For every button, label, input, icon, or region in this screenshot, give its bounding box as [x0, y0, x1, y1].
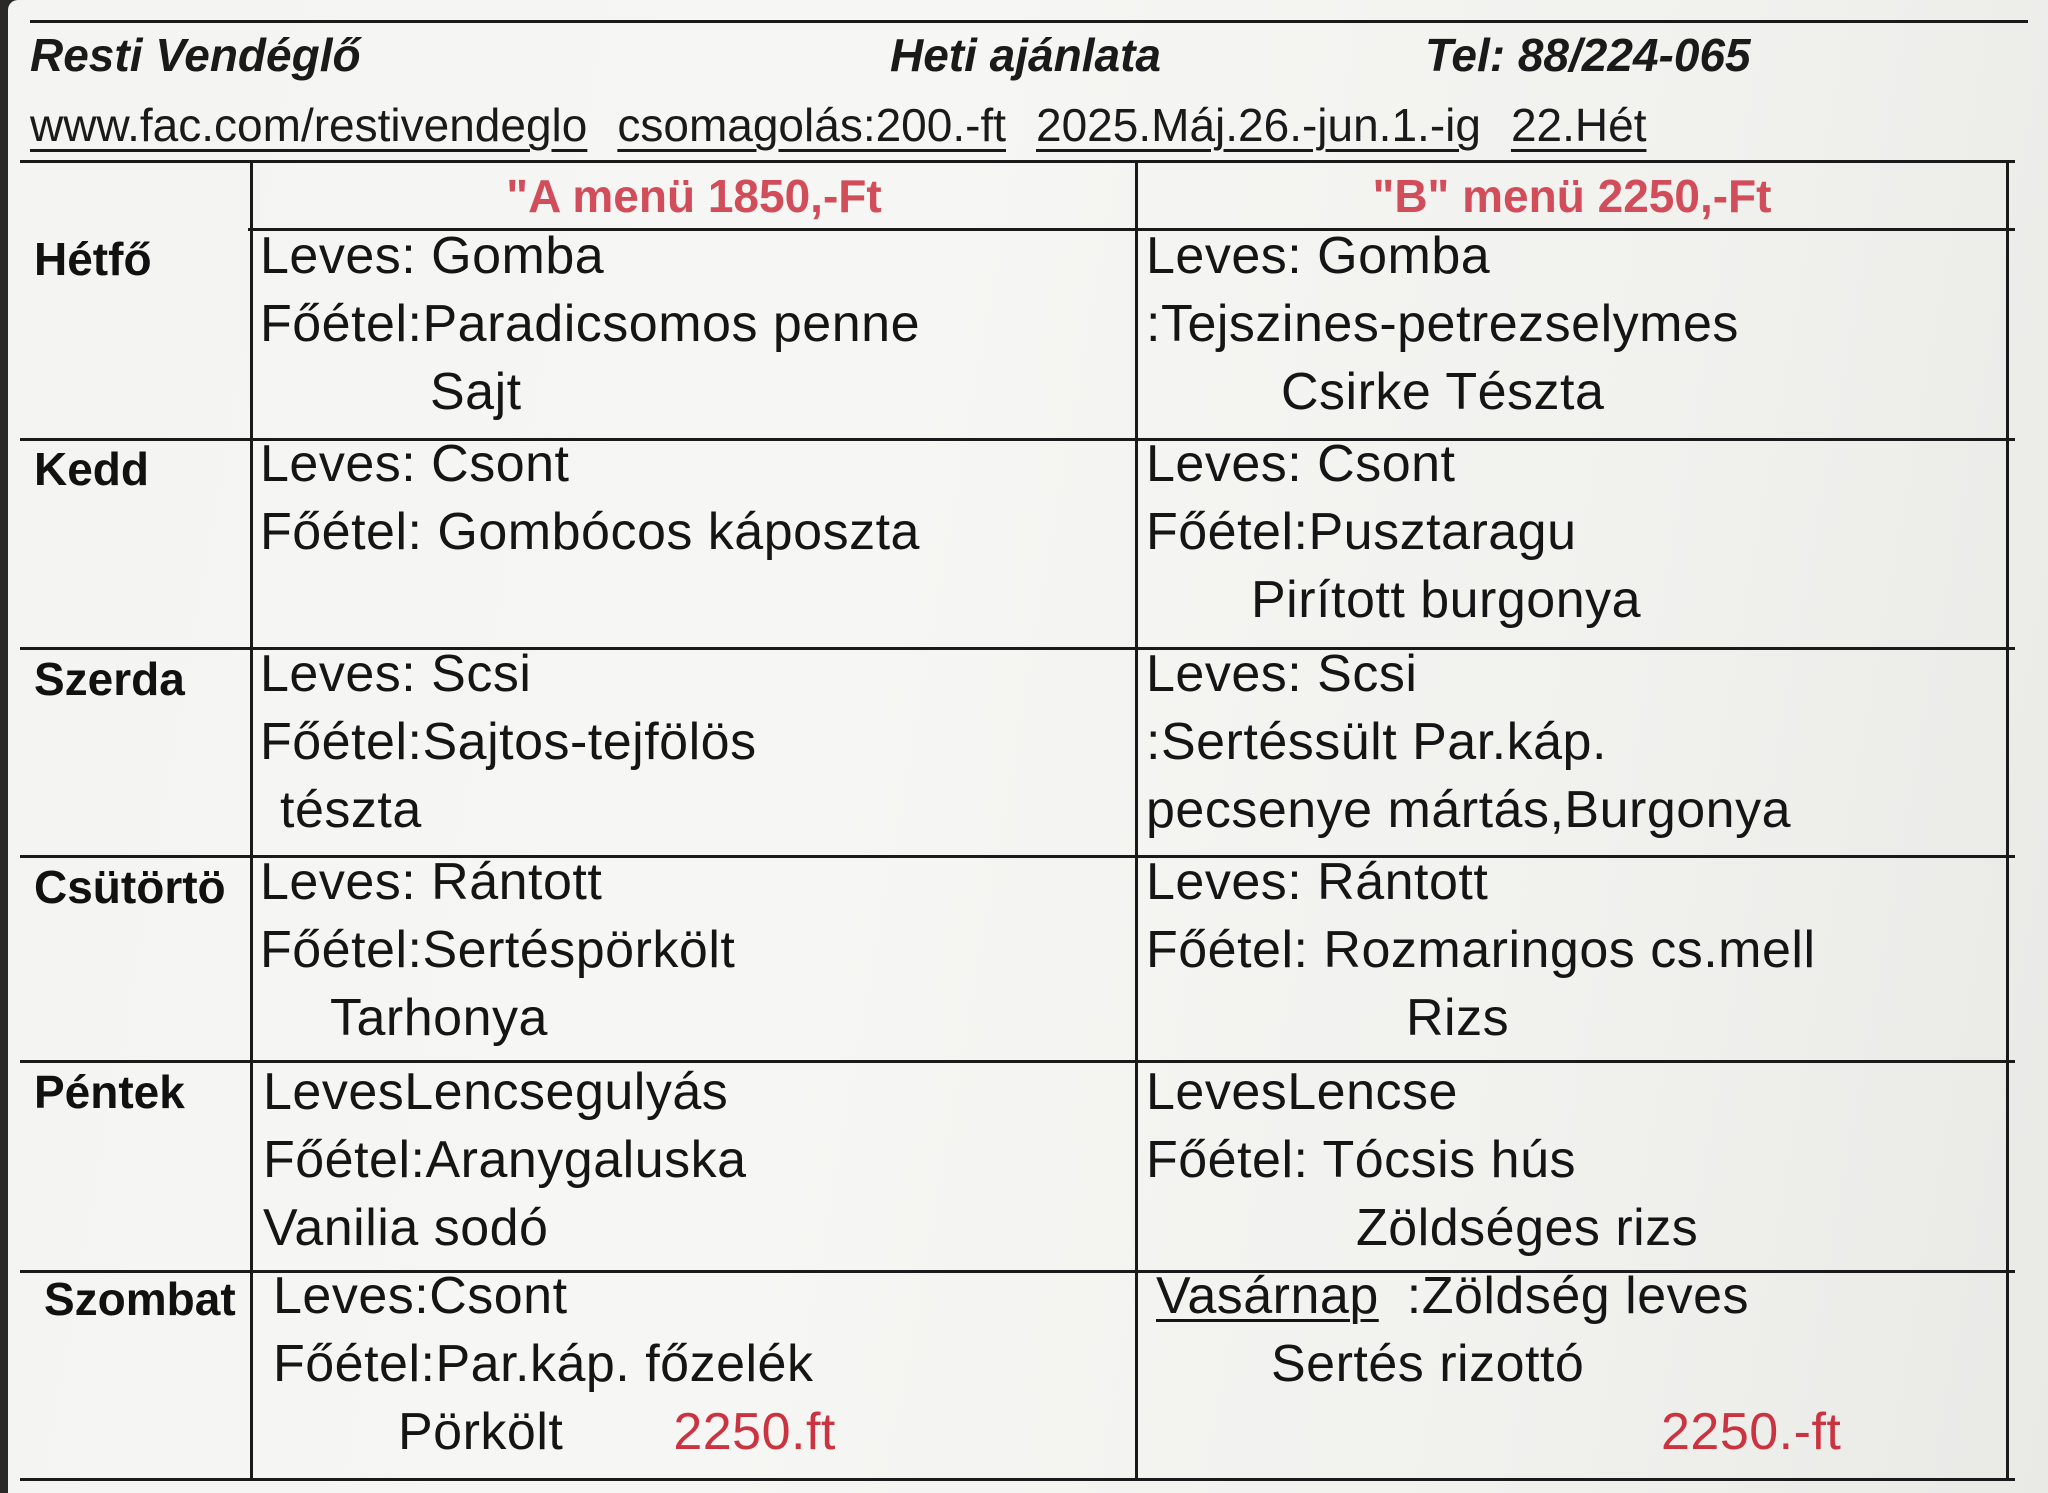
tuesday-menu-a: Leves: Csont Főétel: Gombócos káposzta [260, 435, 920, 561]
table-bottom-rule [20, 1478, 2015, 1481]
tuesday-menu-b: Leves: Csont Főétel:Pusztaragu Pirított burgonya [1146, 435, 1642, 629]
day-tuesday: Kedd [34, 443, 149, 495]
day-thursday: Csütörtö [34, 861, 226, 913]
thursday-menu-b: Leves: Rántott Főétel: Rozmaringos cs.mell Rizs [1146, 853, 1816, 1047]
saturday-price: 2250.ft [673, 1403, 836, 1461]
date-range: 2025.Máj.26.-jun.1.-ig [1036, 99, 1481, 151]
header-row [30, 22, 2018, 82]
monday-menu-b: Leves: Gomba :Tejszines-petrezselymes Csirke Tészta [1146, 227, 1739, 421]
menu-sheet [8, 0, 2048, 1493]
sunday-price: 2250.-ft [1661, 1403, 1842, 1461]
saturday-menu: Leves:Csont Főétel:Par.káp. főzelék Pörkölt 2250.ft [273, 1267, 836, 1461]
menu-b-title: "B" menü 2250,-Ft [1372, 170, 1772, 222]
sunday-main: Sertés rizottó [1271, 1335, 1585, 1393]
offer-title: Heti ajánlata [890, 29, 1161, 81]
wednesday-menu-b: Leves: Scsi :Sertéssült Par.káp. pecsenye mártás,Burgonya [1146, 645, 1792, 839]
day-wednesday: Szerda [34, 653, 185, 705]
week-number: 22.Hét [1510, 99, 1647, 151]
friday-menu-a: LevesLencsegulyás Főétel:Aranygaluska Vanilia sodó [263, 1063, 747, 1257]
info-line [30, 98, 1676, 152]
wednesday-menu-a: Leves: Scsi Főétel:Sajtos-tejfölös tészta [260, 645, 757, 839]
restaurant-name: Resti Vendéglő [30, 29, 361, 81]
packaging-fee: csomagolás:200.-ft [617, 99, 1007, 151]
day-column-divider [250, 160, 253, 1480]
sunday-label: Vasárnap [1156, 1267, 1379, 1325]
day-friday: Péntek [34, 1066, 185, 1118]
menu-a-title: "A menü 1850,-Ft [506, 170, 882, 222]
friday-menu-b: LevesLencse Főétel: Tócsis hús Zöldséges rizs [1146, 1063, 1699, 1257]
day-monday: Hétfő [34, 233, 152, 285]
saturday-extra-dish: Pörkölt [398, 1403, 564, 1461]
website: www.fac.com/restivendeglo [30, 99, 588, 151]
right-border [2006, 160, 2009, 1480]
menu-column-divider [1135, 160, 1138, 1480]
sunday-soup: :Zöldség leves [1406, 1267, 1750, 1325]
phone-number: Tel: 88/224-065 [1425, 29, 1751, 81]
thursday-menu-a: Leves: Rántott Főétel:Sertéspörkölt Tarhonya [260, 853, 736, 1047]
day-saturday: Szombat [44, 1273, 236, 1325]
monday-menu-a: Leves: Gomba Főétel:Paradicsomos penne Sajt [260, 227, 920, 421]
sunday-menu [1156, 1262, 1841, 1466]
